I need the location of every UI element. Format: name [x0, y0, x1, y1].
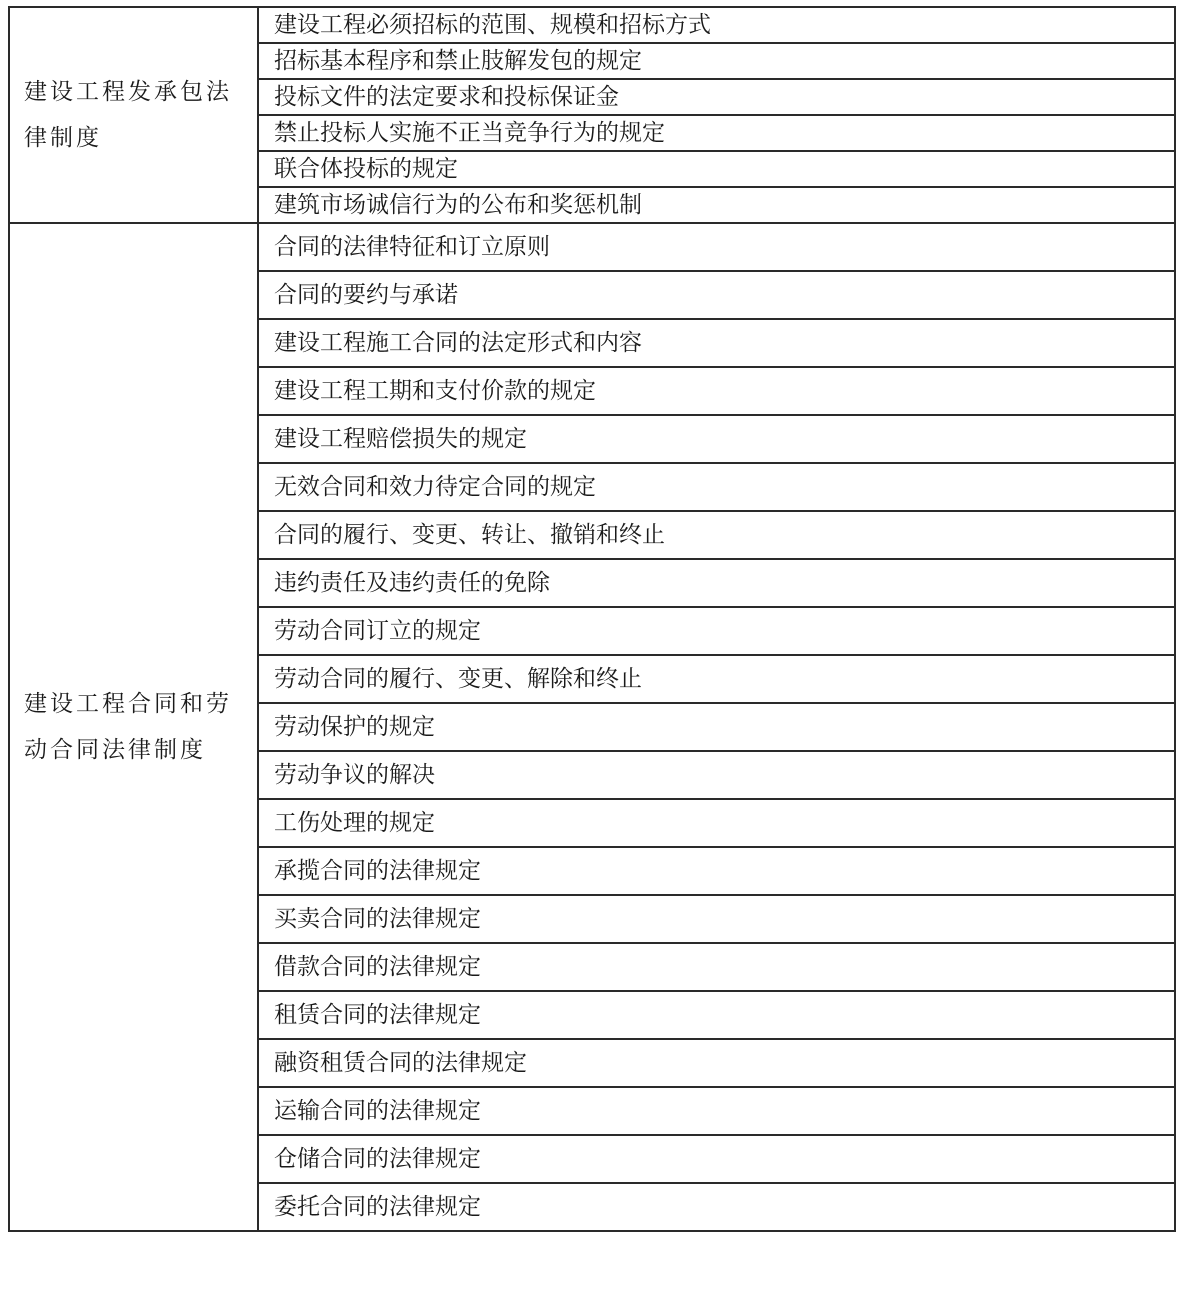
topic-cell: 运输合同的法律规定 [258, 1087, 1175, 1135]
topic-cell: 建设工程工期和支付价款的规定 [258, 367, 1175, 415]
topic-cell: 建设工程必须招标的范围、规模和招标方式 [258, 7, 1175, 43]
group-contract-law [9, 223, 1175, 1231]
topic-cell: 无效合同和效力待定合同的规定 [258, 463, 1175, 511]
topic-cell: 买卖合同的法律规定 [258, 895, 1175, 943]
topic-cell: 劳动合同订立的规定 [258, 607, 1175, 655]
category-cell: 建设工程合同和劳动合同法律制度 [9, 223, 258, 1231]
syllabus-table [8, 6, 1176, 1232]
category-cell: 建设工程发承包法律制度 [9, 7, 258, 223]
topic-cell: 劳动争议的解决 [258, 751, 1175, 799]
topic-cell: 合同的法律特征和订立原则 [258, 223, 1175, 271]
topic-cell: 劳动合同的履行、变更、解除和终止 [258, 655, 1175, 703]
topic-cell: 建设工程施工合同的法定形式和内容 [258, 319, 1175, 367]
topic-cell: 承揽合同的法律规定 [258, 847, 1175, 895]
topic-cell: 劳动保护的规定 [258, 703, 1175, 751]
topic-cell: 招标基本程序和禁止肢解发包的规定 [258, 43, 1175, 79]
topic-cell: 违约责任及违约责任的免除 [258, 559, 1175, 607]
topic-cell: 投标文件的法定要求和投标保证金 [258, 79, 1175, 115]
topic-cell: 禁止投标人实施不正当竞争行为的规定 [258, 115, 1175, 151]
topic-cell: 合同的要约与承诺 [258, 271, 1175, 319]
topic-cell: 融资租赁合同的法律规定 [258, 1039, 1175, 1087]
topic-cell: 联合体投标的规定 [258, 151, 1175, 187]
group-contracting-law [9, 7, 1175, 223]
topic-cell: 租赁合同的法律规定 [258, 991, 1175, 1039]
topic-cell: 建设工程赔偿损失的规定 [258, 415, 1175, 463]
table-row [9, 7, 1175, 43]
topic-cell: 合同的履行、变更、转让、撤销和终止 [258, 511, 1175, 559]
table-row [9, 223, 1175, 271]
topic-cell: 工伤处理的规定 [258, 799, 1175, 847]
topic-cell: 仓储合同的法律规定 [258, 1135, 1175, 1183]
topic-cell: 借款合同的法律规定 [258, 943, 1175, 991]
topic-cell: 建筑市场诚信行为的公布和奖惩机制 [258, 187, 1175, 223]
topic-cell: 委托合同的法律规定 [258, 1183, 1175, 1231]
